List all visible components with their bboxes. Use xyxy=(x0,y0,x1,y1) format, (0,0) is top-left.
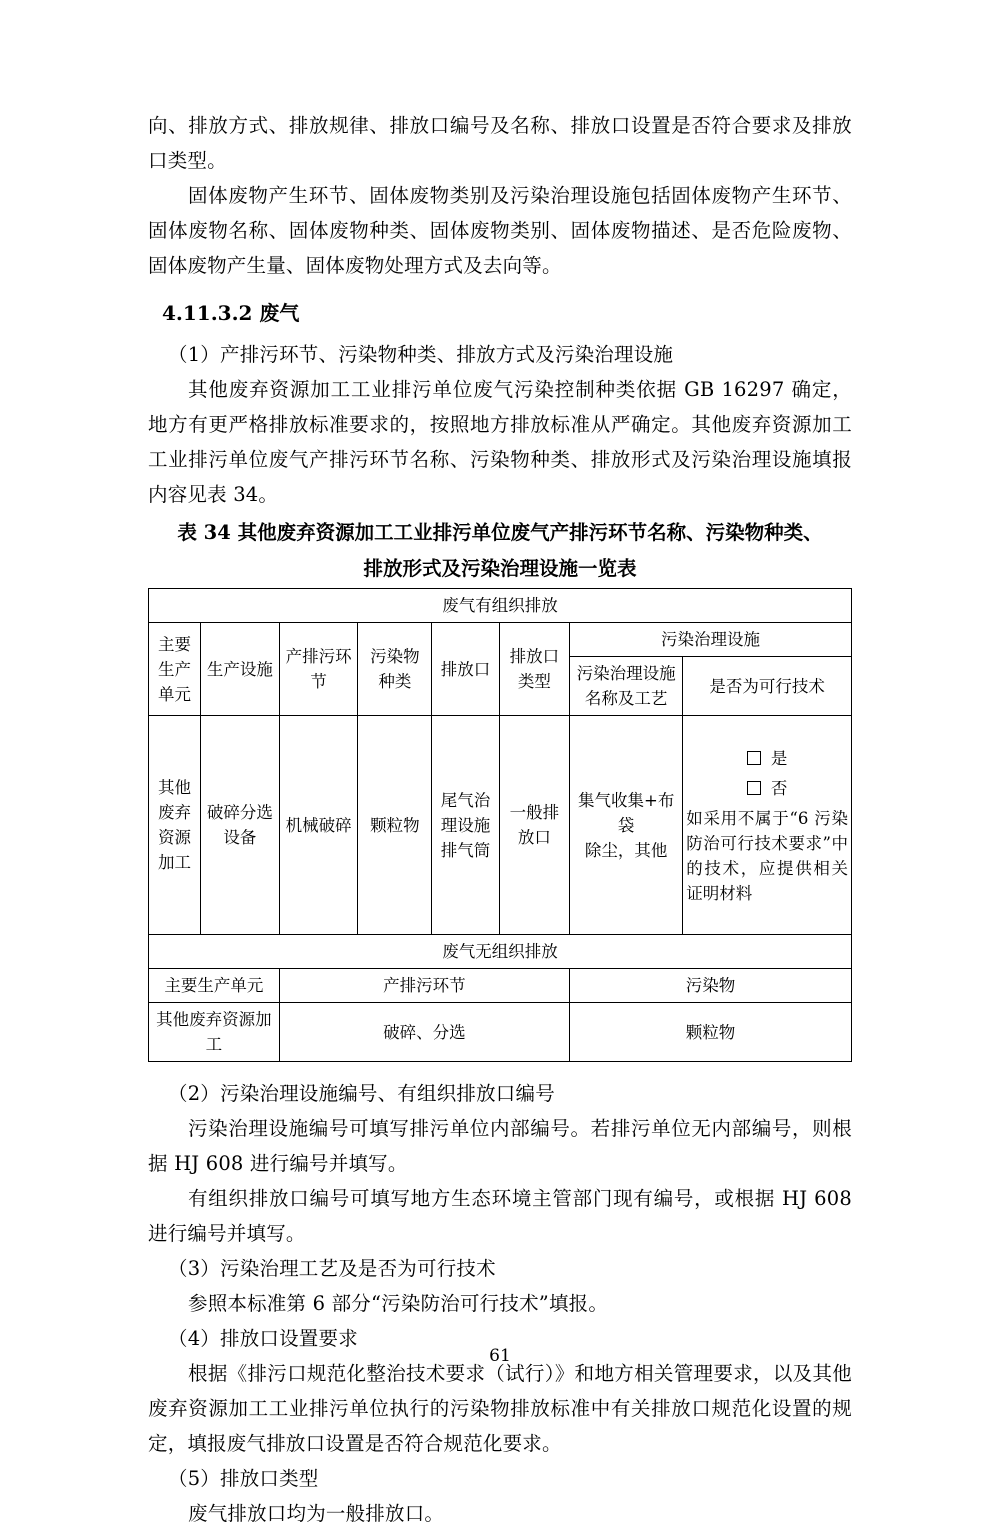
header-outlet-type-line2: 类型 xyxy=(517,672,551,691)
header-pollutant-line2: 种类 xyxy=(378,672,412,691)
feasible-yes-option[interactable] xyxy=(686,744,848,774)
table-row-banner-unorganized xyxy=(149,935,852,969)
cell-main-unit-line3: 资源 xyxy=(158,828,191,847)
header-pollutant-line1: 污染物 xyxy=(370,647,420,666)
header-treatment-name-line1: 污染治理设施 xyxy=(576,664,676,683)
checkbox-icon[interactable] xyxy=(747,751,761,765)
item3-para-1: 参照本标准第 6 部分“污染防治可行技术”填报。 xyxy=(188,1292,609,1315)
cell-main-unit xyxy=(149,716,201,935)
header-process-line1: 产排污环 xyxy=(285,647,352,666)
table-row-unorganized-header xyxy=(149,969,852,1003)
cell-feasible xyxy=(683,716,852,935)
feasible-no-option[interactable] xyxy=(686,774,848,804)
header-outlet-type-line1: 排放口 xyxy=(509,647,560,666)
feasible-no-label: 否 xyxy=(770,779,788,798)
feasible-note: 如采用不属于“6 污染防治可行技术要求”中的技术，应提供相关证明材料 xyxy=(686,809,848,903)
header-unorg-pollutant: 污染物 xyxy=(570,969,852,1003)
banner-organized: 废气有组织排放 xyxy=(149,589,852,623)
table-34 xyxy=(148,588,852,1062)
cell-process: 机械破碎 xyxy=(279,716,358,935)
item1-title: （1）产排污环节、污染物种类、排放方式及污染治理设施 xyxy=(168,343,674,366)
section-heading: 4.11.3.2 废气 xyxy=(162,301,300,325)
cell-outlet xyxy=(432,716,499,935)
table-row-unorganized-data xyxy=(149,1003,852,1062)
table-row-organized-data xyxy=(149,716,852,935)
header-outlet: 排放口 xyxy=(432,623,499,716)
item5-title: （5）排放口类型 xyxy=(168,1467,319,1490)
header-main-unit xyxy=(149,623,201,716)
cell-equipment-line1: 破碎分选 xyxy=(206,803,273,822)
cell-unorg-main-unit: 其他废弃资源加工 xyxy=(149,1003,280,1062)
item2-para-1: 污染治理设施编号可填写排污单位内部编号。若排污单位无内部编号，则根据 HJ 608 进行编号并填写。 xyxy=(148,1117,852,1175)
cell-equipment-line2: 设备 xyxy=(223,828,257,847)
banner-unorganized: 废气无组织排放 xyxy=(149,935,852,969)
cell-outlet-type-line1: 一般排 xyxy=(509,803,560,822)
header-outlet-type xyxy=(499,623,569,716)
header-pollutant xyxy=(358,623,432,716)
header-equipment: 生产设施 xyxy=(201,623,280,716)
header-treatment-name xyxy=(570,657,683,716)
header-treatment-name-line2: 名称及工艺 xyxy=(584,689,668,708)
item5-para-1: 废气排放口均为一般排放口。 xyxy=(188,1502,445,1525)
cell-main-unit-line2: 废弃 xyxy=(158,803,191,822)
cell-equipment xyxy=(201,716,280,935)
cell-outlet-line2: 理设施 xyxy=(440,815,491,835)
feasible-yes-label: 是 xyxy=(770,749,788,768)
cell-outlet-type xyxy=(499,716,569,935)
header-feasible: 是否为可行技术 xyxy=(683,657,852,716)
cell-main-unit-line1: 其他 xyxy=(158,778,191,797)
item1-body: 其他废弃资源加工工业排污单位废气污染控制种类依据 GB 16297 确定，地方有更严格排放标准要求的，按照地方排放标准从严确定。其他废弃资源加工工业排污单位废气产排污环节名称、污染物种类、排放形式及污染治理设施填报内容见表 34。 xyxy=(148,378,852,506)
header-unorg-process: 产排污环节 xyxy=(279,969,569,1003)
cell-outlet-line1: 尾气治 xyxy=(440,790,491,810)
header-main-unit-line3: 单元 xyxy=(158,684,191,704)
paragraph-top-2: 固体废物产生环节、固体废物类别及污染治理设施包括固体废物产生环节、固体废物名称、固体废物种类、固体废物类别、固体废物描述、是否危险废物、固体废物产生量、固体废物处理方式及去向等。 xyxy=(148,184,852,277)
header-process-line2: 节 xyxy=(310,672,327,691)
cell-treatment-line2: 除尘，其他 xyxy=(584,840,668,860)
page-number: 61 xyxy=(489,1346,511,1366)
cell-outlet-line3: 排气筒 xyxy=(440,840,491,860)
item4-title: （4）排放口设置要求 xyxy=(168,1327,358,1350)
item4-para-1: 根据《排污口规范化整治技术要求（试行）》和地方相关管理要求，以及其他废弃资源加工工业排污单位执行的污染物排放标准中有关排放口规范化设置的规定，填报废气排放口设置是否符合规范化要求。 xyxy=(148,1362,852,1455)
cell-main-unit-line4: 加工 xyxy=(158,853,191,872)
cell-pollutant: 颗粒物 xyxy=(358,716,432,935)
header-treatment-group: 污染治理设施 xyxy=(570,623,852,657)
cell-unorg-process: 破碎、分选 xyxy=(279,1003,569,1062)
cell-outlet-type-line2: 放口 xyxy=(517,828,551,847)
item3-title: （3）污染治理工艺及是否为可行技术 xyxy=(168,1257,496,1280)
table-row-header-1 xyxy=(149,623,852,657)
header-process xyxy=(279,623,358,716)
cell-treatment xyxy=(570,716,683,935)
item2-title: （2）污染治理设施编号、有组织排放口编号 xyxy=(168,1082,555,1105)
header-main-unit-line1: 主要 xyxy=(158,634,191,654)
table-row-banner-organized xyxy=(149,589,852,623)
header-main-unit-line2: 生产 xyxy=(158,659,191,679)
header-unorg-main-unit: 主要生产单元 xyxy=(149,969,280,1003)
table-title-line2: 排放形式及污染治理设施一览表 xyxy=(363,557,637,580)
cell-treatment-line1: 集气收集+布袋 xyxy=(578,790,675,835)
cell-unorg-pollutant: 颗粒物 xyxy=(570,1003,852,1062)
paragraph-top-1: 向、排放方式、排放规律、排放口编号及名称、排放口设置是否符合要求及排放口类型。 xyxy=(148,114,852,172)
item2-para-2: 有组织排放口编号可填写地方生态环境主管部门现有编号，或根据 HJ 608 进行编号并填写。 xyxy=(148,1187,852,1245)
table-title-line1: 表 34 其他废弃资源加工工业排污单位废气产排污环节名称、污染物种类、 xyxy=(177,521,823,544)
checkbox-icon[interactable] xyxy=(747,781,761,795)
